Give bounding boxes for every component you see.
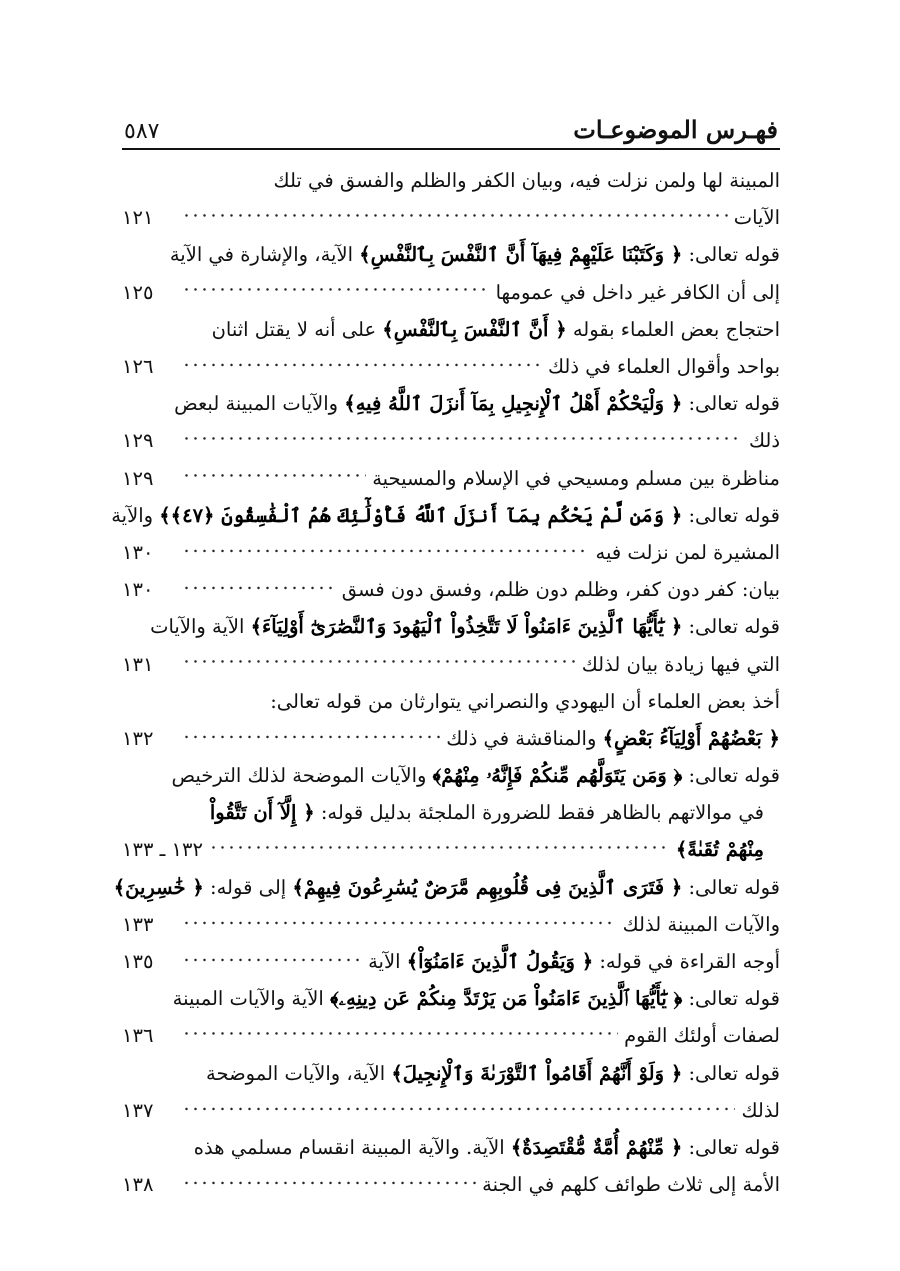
dot-leader [182,542,590,563]
entry-suffix: إلى قوله: [203,875,293,899]
entry-text: بواحد وأقوال العلماء في ذلك [547,355,780,379]
quran-verse: ﴿ وَلْيَحْكُمْ أَهْلُ ٱلْإِنجِيلِ بِمَآ أَنزَلَ ٱللَّهُ فِيهِ﴾ [344,392,683,416]
index-line [122,943,780,980]
entry-text-group [171,764,780,787]
dot-leader [182,207,728,228]
index-line [122,757,780,794]
dot-leader [182,430,743,451]
entry-page-number: ١٢٩ [122,429,154,453]
entry-page-number: ١٣٢ [122,726,154,750]
index-line [122,1166,780,1203]
index-line [122,236,780,273]
index-line [122,274,780,311]
page-number: ٥٨٧ [124,119,160,144]
entry-page-number: ١٣٥ [122,950,154,974]
entry-page-number: ١٣٦ [122,1024,154,1048]
entry-page-number: ١٢٥ [122,280,154,304]
entry-text-group [111,504,780,527]
entry-suffix: الآية، والآيات الموضحة [206,1061,392,1085]
entry-prefix: قوله تعالى: [682,1061,780,1085]
dot-leader [182,914,617,935]
quran-verse-end: ﴿ خَٰسِرِينَ﴾ [113,875,204,899]
dot-leader [182,356,542,377]
index-page [111,100,780,1203]
entry-prefix: قوله تعالى: [682,503,780,527]
quran-verse: ﴿ وَمَن يَتَوَلَّهُم مِّنكُمْ فَإِنَّهُۥ مِنْهُمْ﴾ [432,764,683,788]
quran-verse: ﴿ وَمَن لَّمْ يَحْكُم بِمَآ أَنزَلَ ٱللَّهُ فَأُوْلَٰٓئِكَ هُمُ ٱلْفَٰسِقُونَ ﴿٤٧﴾﴾ [159,503,683,527]
index-line [122,460,780,497]
index-line [122,831,780,868]
dot-leader [182,951,362,972]
entry-page-number: ١٢٦ [122,355,154,379]
index-line [122,199,780,236]
entry-text-group [446,727,780,750]
entry-page-number: ١٣٠ [122,578,154,602]
entry-text: الآيات [733,206,780,230]
entry-prefix: قوله تعالى: [682,615,780,639]
entry-prefix: قوله تعالى: [682,875,780,899]
entry-suffix: والآية [111,503,160,527]
index-line [122,1055,780,1092]
entry-prefix: قوله تعالى: [682,987,780,1011]
entry-text-group [212,318,780,341]
entry-text: أخذ بعض العلماء أن اليهودي والنصراني يتوارثان من قوله تعالى: [270,689,780,713]
quran-verse: مِنْهُمْ تُقَىٰةً﴾ [675,838,764,862]
dot-leader [182,1100,735,1121]
entry-text-group [368,950,780,973]
entry-suffix: والمناقشة في ذلك [446,726,603,750]
quran-verse: ﴿ وَلَوْ أَنَّهُمْ أَقَامُواْ ٱلتَّوْرَىٰةَ وَٱلْإِنجِيلَ﴾ [391,1061,683,1085]
entry-suffix: والآيات المبينة لبعض [174,392,345,416]
entry-page-number: ١٢٩ [122,466,154,490]
index-line [122,1092,780,1129]
entry-text-group [170,243,780,266]
entry-page-number: ١٣٣ [122,912,154,936]
entry-suffix: الآية، والإشارة في الآية [169,243,360,267]
quran-verse: ﴿ إِلَّآ أَن تَتَّقُواْ [209,801,315,825]
entry-text: بيان: كفر دون كفر، وظلم دون ظلم، وفسق دون فسق [341,578,780,602]
index-line [122,1129,780,1166]
entry-suffix: على أنه لا يقتل اثنان [211,317,383,341]
entry-page-number: ١٣٢ ـ ١٣٣ [122,838,203,862]
entry-prefix: احتجاج بعض العلماء بقوله [566,317,780,341]
entry-text: المبينة لها ولمن نزلت فيه، وبيان الكفر والظلم والفسق في تلك [273,169,780,193]
entry-text-group [173,987,780,1010]
index-line [122,906,780,943]
entry-prefix: قوله تعالى: [682,1135,780,1159]
entry-text: ذلك [748,429,780,453]
entry-text-group [206,1062,780,1085]
dot-leader [182,1025,618,1046]
entry-prefix: قوله تعالى: [682,243,780,267]
index-line [111,497,780,534]
index-line [122,1017,780,1054]
entry-text-group [174,392,780,415]
entry-page-number: ١٣٠ [122,540,154,564]
entry-text: لصفات أولئك القوم [624,1024,780,1048]
index-entries [111,162,780,1203]
entry-prefix: في موالاتهم بالظاهر فقط للضرورة الملجئة بدليل قوله: [314,801,764,825]
entry-page-number: ١٢١ [122,206,154,230]
dot-leader [182,728,440,749]
dot-leader [182,579,336,600]
quran-verse: ﴿ يَٰٓأَيُّهَا ٱلَّذِينَ ءَامَنُواْ لَا تَتَّخِذُواْ ٱلْيَهُودَ وَٱلنَّصَٰرَىٰٓ أَوْلِيَآءَ﴾ [250,615,683,639]
dot-leader [182,653,576,674]
quran-verse: ﴿ فَتَرَى ٱلَّذِينَ فِى قُلُوبِهِم مَّرَضٌ يُسَٰرِعُونَ فِيهِمْ﴾ [292,875,683,899]
entry-text-group [194,1136,780,1159]
entry-text: المشيرة لمن نزلت فيه [595,540,780,564]
quran-verse: ﴿ أَنَّ ٱلنَّفْسَ بِٱلنَّفْسِ﴾ [382,317,567,341]
dot-leader [182,467,366,488]
index-line [122,683,780,720]
entry-suffix: الآية والآيات [150,615,251,639]
entry-text-group [210,801,764,824]
entry-page-number: ١٣٨ [122,1173,154,1197]
entry-prefix: قوله تعالى: [682,392,780,416]
entry-text: التي فيها زيادة بيان لذلك [581,652,780,676]
index-line [122,534,780,571]
page-title: فهـرس الموضوعـات [573,115,778,144]
dot-leader [182,281,490,302]
entry-page-number: ١٣١ [122,652,154,676]
dot-leader [182,1174,476,1195]
quran-verse: ﴿ مِّنْهُمْ أُمَّةٌ مُّقْتَصِدَةٌ﴾ [510,1135,683,1159]
page-header [122,100,780,150]
quran-verse: ﴿ يَٰٓأَيُّهَا ٱلَّذِينَ ءَامَنُواْ مَن يَرْتَدَّ مِنكُمْ عَن دِينِهِۦ﴾ [330,987,683,1011]
dot-leader [209,839,670,860]
entry-text: إلى أن الكافر غير داخل في عمومها [495,280,780,304]
entry-prefix: قوله تعالى: [682,764,780,788]
entry-suffix: الآية. والآية المبينة انقسام مسلمي هذه [193,1135,511,1159]
index-line [122,608,780,645]
index-line [122,645,780,682]
index-line [122,720,780,757]
index-line [122,385,780,422]
quran-verse: ﴿ وَيَقُولُ ٱلَّذِينَ ءَامَنُوٓاْ﴾ [406,950,594,974]
entry-text-group [150,615,780,638]
entry-text: لذلك [741,1098,780,1122]
index-line [122,794,780,831]
index-line [122,348,780,385]
index-line [122,422,780,459]
entry-suffix: والآيات الموضحة لذلك الترخيص [171,764,433,788]
index-line [122,162,780,199]
entry-prefix: أوجه القراءة في قوله: [593,950,780,974]
entry-suffix: الآية والآيات المبينة [172,987,331,1011]
entry-text-group [114,876,780,899]
entry-text: والآيات المبينة لذلك [622,912,780,936]
entry-text: مناظرة بين مسلم ومسيحي في الإسلام والمسيحية [372,466,780,490]
entry-page-number: ١٣٧ [122,1098,154,1122]
quran-verse: ﴿ وَكَتَبْنَا عَلَيْهِمْ فِيهَآ أَنَّ ٱلنَّفْسَ بِٱلنَّفْسِ﴾ [359,243,683,267]
entry-suffix: الآية [368,950,407,974]
index-line [113,869,780,906]
index-line [122,571,780,608]
entry-text: الأمة إلى ثلاث طوائف كلهم في الجنة [482,1173,780,1197]
index-line [122,980,780,1017]
quran-verse: ﴿ بَعْضُهُمْ أَوْلِيَآءُ بَعْضٍ﴾ [602,726,780,750]
index-line [122,311,780,348]
